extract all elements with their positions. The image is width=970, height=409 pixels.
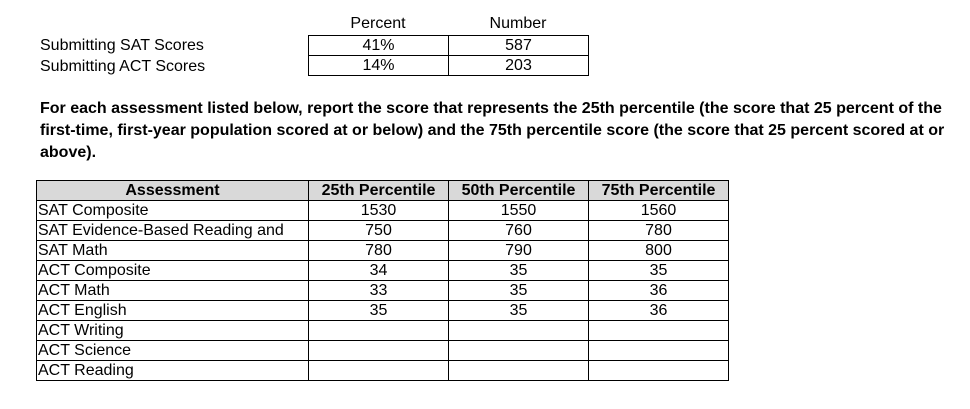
table-row [37,301,729,321]
table-row [37,201,729,221]
p75-value [589,341,729,361]
p50-value: 35 [449,281,589,301]
act-percent-cell: 14% [309,56,449,76]
assessment-name: ACT Math [37,281,309,301]
assessment-name: SAT Composite [37,201,309,221]
table-row [37,321,729,341]
assessment-table [36,180,729,381]
p75-value: 800 [589,241,729,261]
p75-value: 1560 [589,201,729,221]
act-number-cell: 203 [449,56,589,76]
assessment-name: ACT Composite [37,261,309,281]
table-row [37,281,729,301]
p25-value: 780 [309,241,449,261]
sat-percent-cell: 41% [309,36,449,56]
p25-value: 34 [309,261,449,281]
p50-value: 760 [449,221,589,241]
p25-value [309,361,449,381]
percent-column-header: Percent [350,15,406,32]
p75-value: 35 [589,261,729,281]
table-row [37,221,729,241]
table-row [309,56,589,76]
p50-value: 35 [449,301,589,321]
p25-value [309,321,449,341]
p50-value [449,341,589,361]
p50-header: 50th Percentile [449,181,589,201]
table-row [37,261,729,281]
p25-value: 750 [309,221,449,241]
assessment-name: ACT English [37,301,309,321]
p25-value: 35 [309,301,449,321]
assessment-name: SAT Math [37,241,309,261]
p50-value: 1550 [449,201,589,221]
p50-value [449,361,589,381]
p75-header: 75th Percentile [589,181,729,201]
submitting-sat-label: Submitting SAT Scores [40,37,204,54]
submitting-act-label: Submitting ACT Scores [40,58,206,75]
table-row [37,341,729,361]
table-header-row [37,181,729,201]
p50-value [449,321,589,341]
sat-number-cell: 587 [449,36,589,56]
p25-value: 1530 [309,201,449,221]
p75-value [589,321,729,341]
table-row [309,36,589,56]
p25-header: 25th Percentile [309,181,449,201]
submission-table [308,35,589,76]
assessment-name: ACT Reading [37,361,309,381]
table-row [37,361,729,381]
p75-value [589,361,729,381]
number-column-header: Number [489,15,547,32]
p25-value: 33 [309,281,449,301]
instructions-text: For each assessment listed below, report the score that represents the 25th percentile (the score that 25 percent of the first-time, first-year population scored at or below) and the 75th percentile score (the score that 25 percent scored at or above). [40,100,945,161]
p75-value: 36 [589,281,729,301]
p75-value: 36 [589,301,729,321]
p25-value [309,341,449,361]
assessment-name: ACT Writing [37,321,309,341]
p50-value: 35 [449,261,589,281]
table-row [37,241,729,261]
assessment-header: Assessment [37,181,309,201]
assessment-name: SAT Evidence-Based Reading and [37,221,309,241]
assessment-name: ACT Science [37,341,309,361]
p50-value: 790 [449,241,589,261]
p75-value: 780 [589,221,729,241]
